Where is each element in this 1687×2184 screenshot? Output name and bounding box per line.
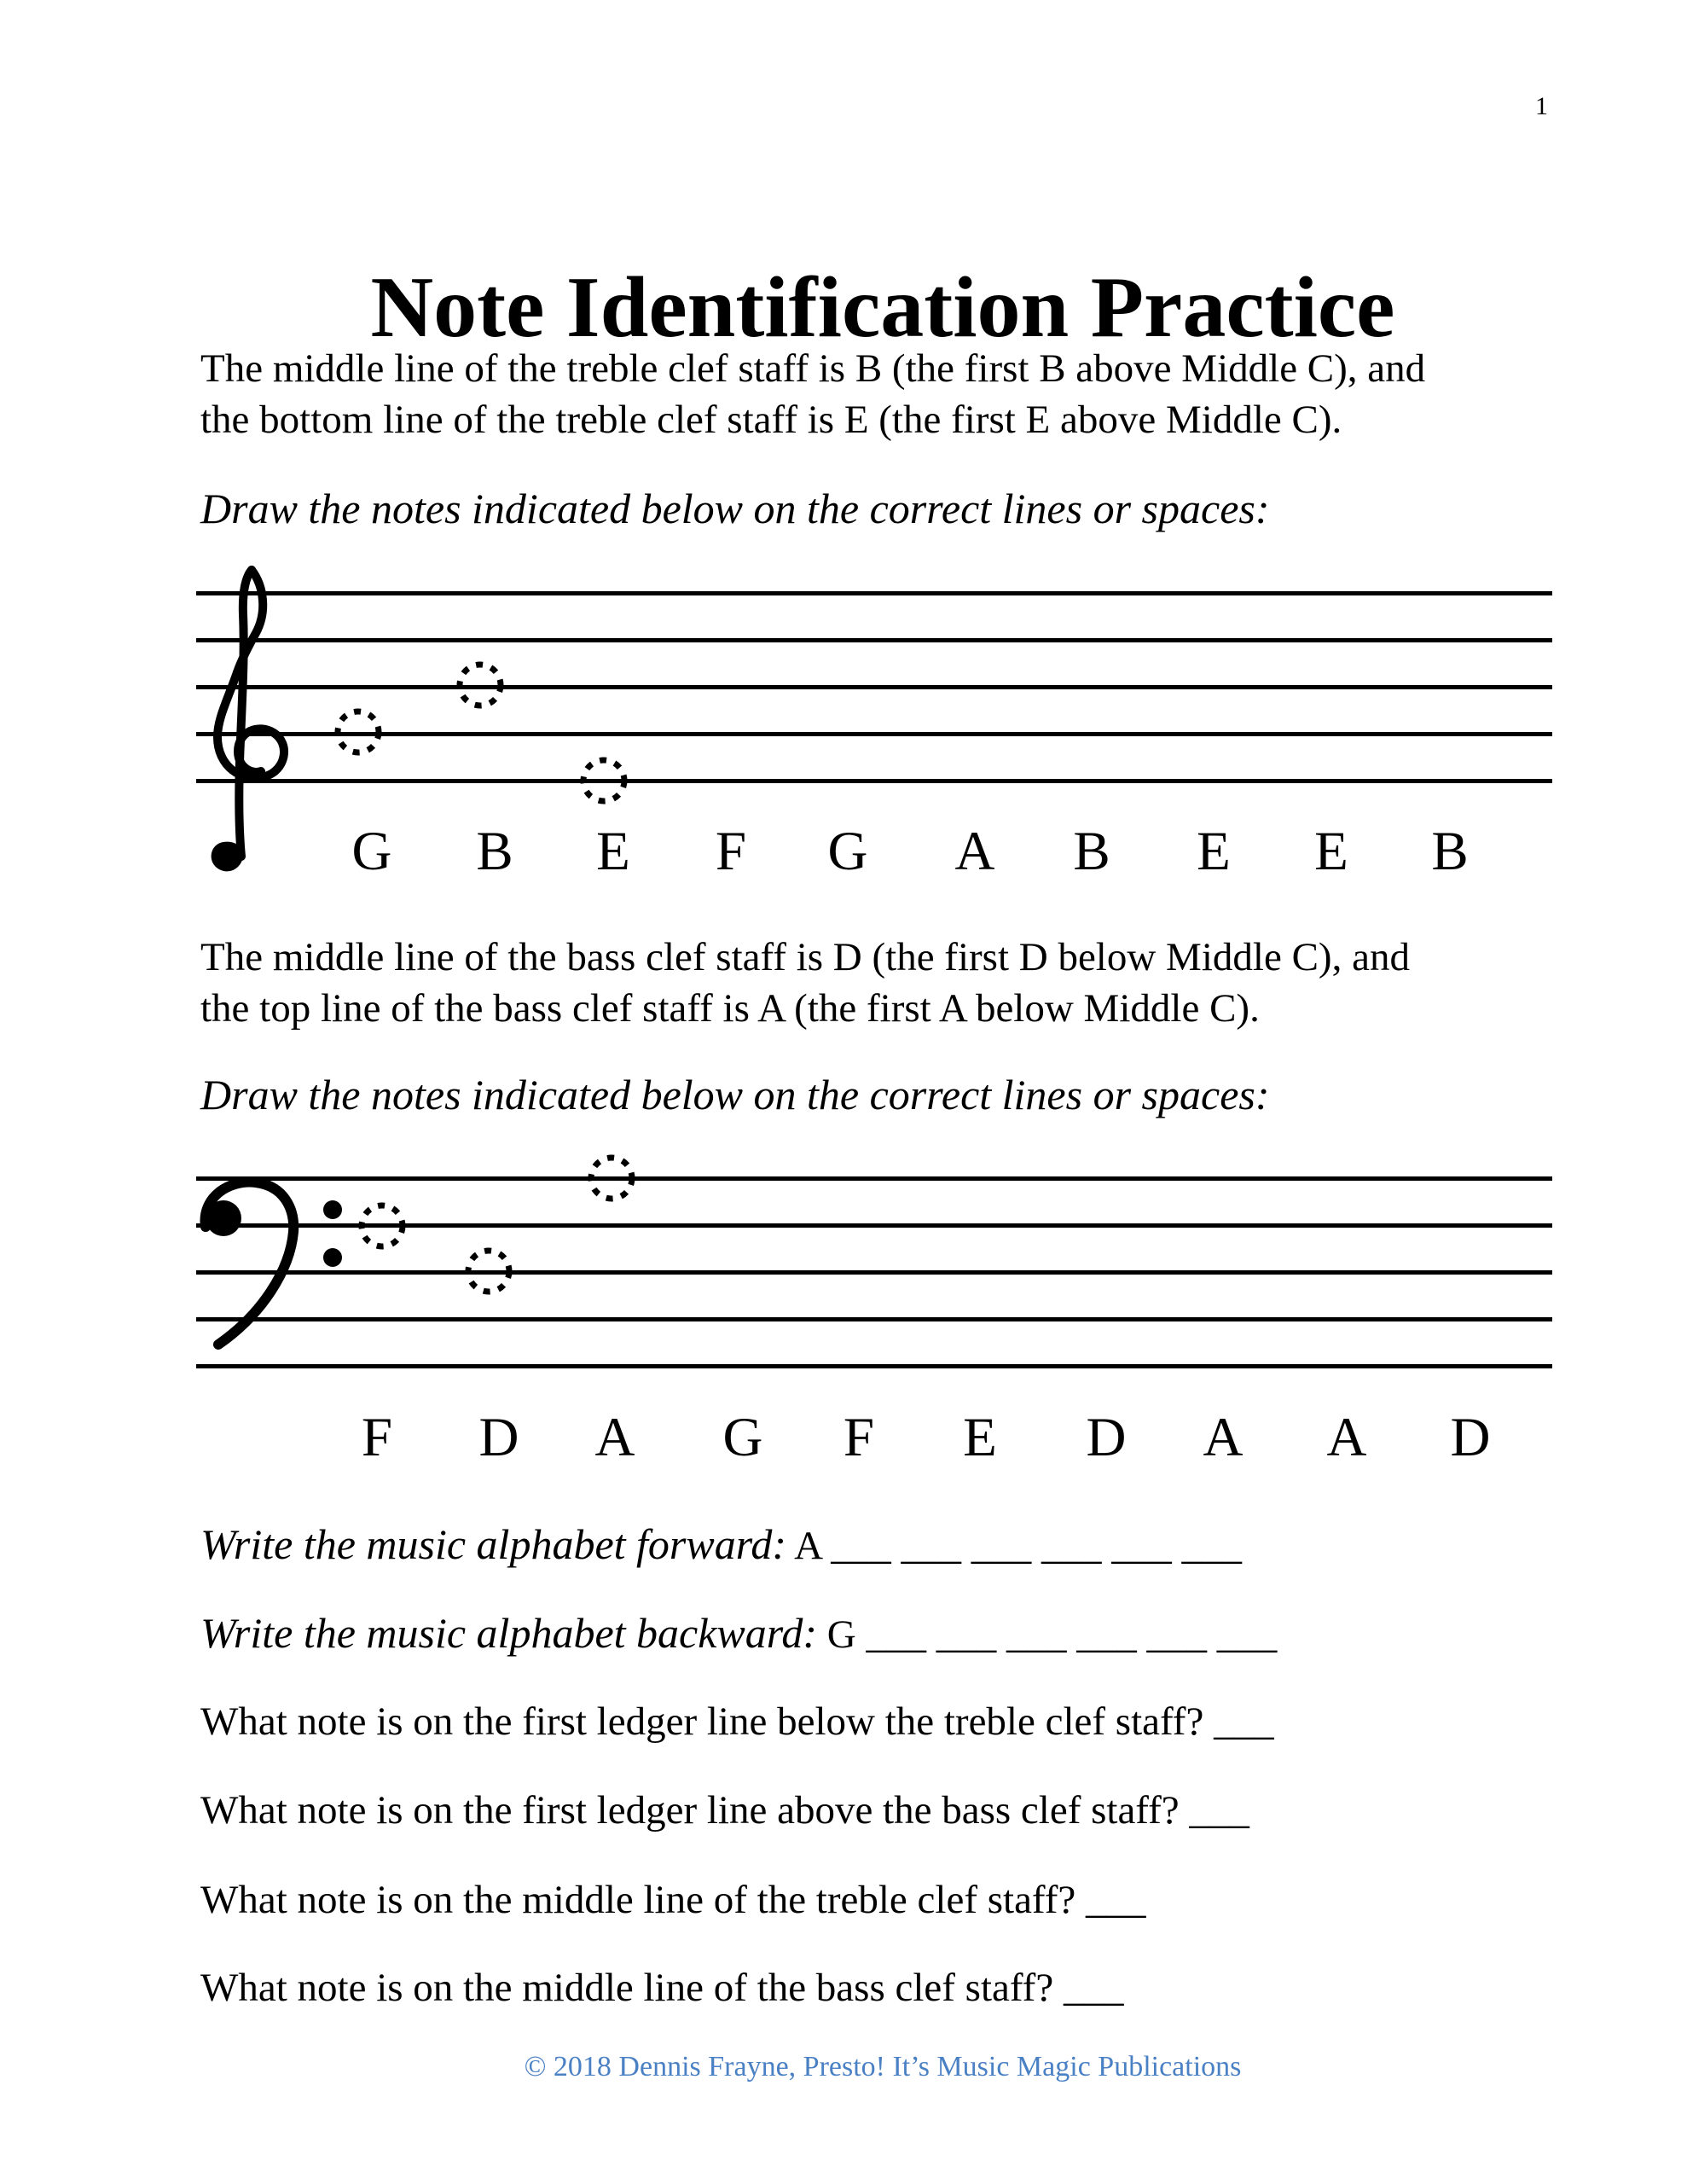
treble-note-letter: E bbox=[596, 821, 630, 882]
treble-note-letter: G bbox=[351, 821, 392, 882]
drawn-note-circle-f bbox=[358, 1202, 406, 1250]
alphabet-forward-label: Write the music alphabet forward: bbox=[200, 1520, 786, 1568]
bass-note-letter: A bbox=[1203, 1407, 1244, 1468]
drawn-note-circle-b bbox=[456, 661, 504, 709]
bass-note-letter: D bbox=[1086, 1407, 1127, 1468]
staff-line bbox=[196, 1317, 1552, 1321]
staff-line bbox=[196, 732, 1552, 736]
drawn-note-circle-d bbox=[465, 1247, 513, 1295]
question-1 bbox=[200, 1696, 1274, 1747]
bass-note-letter: A bbox=[1326, 1407, 1367, 1468]
treble-intro-line-2: the bottom line of the treble clef staff is E (the first E above Middle C). bbox=[200, 398, 1342, 442]
question-text: What note is on the first ledger line below the treble clef staff? bbox=[200, 1699, 1204, 1744]
treble-instruction: Draw the notes indicated below on the correct lines or spaces: bbox=[200, 485, 1270, 532]
bass-note-letter: A bbox=[594, 1407, 635, 1468]
answer-blank: ___ bbox=[1189, 1788, 1249, 1833]
alphabet-backward-line bbox=[200, 1607, 1277, 1660]
treble-intro-line-1: The middle line of the treble clef staff is B (the first B above Middle C), and bbox=[200, 346, 1426, 391]
bass-note-letter: E bbox=[963, 1407, 997, 1468]
question-text: What note is on the first ledger line above the bass clef staff? bbox=[200, 1788, 1180, 1833]
alphabet-forward-start-letter: A bbox=[794, 1524, 821, 1568]
bass-note-letter: F bbox=[361, 1407, 393, 1468]
bass-note-letter: G bbox=[722, 1407, 763, 1468]
staff-line bbox=[196, 685, 1552, 689]
question-text: What note is on the middle line of the treble clef staff? bbox=[200, 1878, 1076, 1922]
bass-intro-line-1: The middle line of the bass clef staff is D (the first D below Middle C), and bbox=[200, 935, 1410, 979]
bass-clef-icon bbox=[194, 1174, 352, 1362]
staff-line bbox=[196, 591, 1552, 595]
bass-note-letter: D bbox=[1450, 1407, 1491, 1468]
bass-intro-line-2: the top line of the bass clef staff is A (the first A below Middle C). bbox=[200, 986, 1260, 1031]
bass-note-letter: D bbox=[478, 1407, 519, 1468]
staff-line bbox=[196, 1270, 1552, 1275]
treble-note-letter: E bbox=[1197, 821, 1231, 882]
staff-line bbox=[196, 1176, 1552, 1181]
alphabet-backward-blanks: ___ ___ ___ ___ ___ ___ bbox=[866, 1612, 1278, 1657]
drawn-note-circle-g bbox=[334, 708, 382, 756]
question-3 bbox=[200, 1874, 1146, 1926]
treble-note-letter: A bbox=[954, 821, 995, 882]
alphabet-forward-blanks: ___ ___ ___ ___ ___ ___ bbox=[831, 1524, 1243, 1568]
answer-blank: ___ bbox=[1214, 1699, 1274, 1744]
question-2 bbox=[200, 1785, 1249, 1836]
page-number: 1 bbox=[1535, 92, 1548, 120]
treble-note-letter: B bbox=[1431, 821, 1469, 882]
staff-line bbox=[196, 1364, 1552, 1368]
alphabet-forward-line bbox=[200, 1519, 1242, 1571]
treble-clef-icon bbox=[192, 565, 303, 872]
staff-line bbox=[196, 638, 1552, 642]
alphabet-backward-label: Write the music alphabet backward: bbox=[200, 1609, 818, 1657]
drawn-note-circle-e bbox=[580, 757, 628, 804]
question-text: What note is on the middle line of the bass clef staff? bbox=[200, 1966, 1054, 2010]
staff-line bbox=[196, 779, 1552, 783]
answer-blank: ___ bbox=[1063, 1966, 1124, 2010]
alphabet-backward-start-letter: G bbox=[826, 1612, 856, 1657]
bass-instruction: Draw the notes indicated below on the correct lines or spaces: bbox=[200, 1071, 1270, 1118]
question-4 bbox=[200, 1962, 1123, 2013]
treble-note-letter: F bbox=[715, 821, 747, 882]
answer-blank: ___ bbox=[1086, 1878, 1146, 1922]
copyright-footer: © 2018 Dennis Frayne, Presto! It’s Music Magic Publications bbox=[524, 2051, 1242, 2082]
treble-note-letter: B bbox=[476, 821, 513, 882]
page-title: Note Identification Practice bbox=[370, 259, 1395, 357]
bass-note-letter: F bbox=[843, 1407, 875, 1468]
treble-note-letter: B bbox=[1073, 821, 1110, 882]
treble-note-letter: G bbox=[827, 821, 868, 882]
treble-note-letter: E bbox=[1314, 821, 1348, 882]
drawn-note-circle-a bbox=[588, 1154, 635, 1202]
